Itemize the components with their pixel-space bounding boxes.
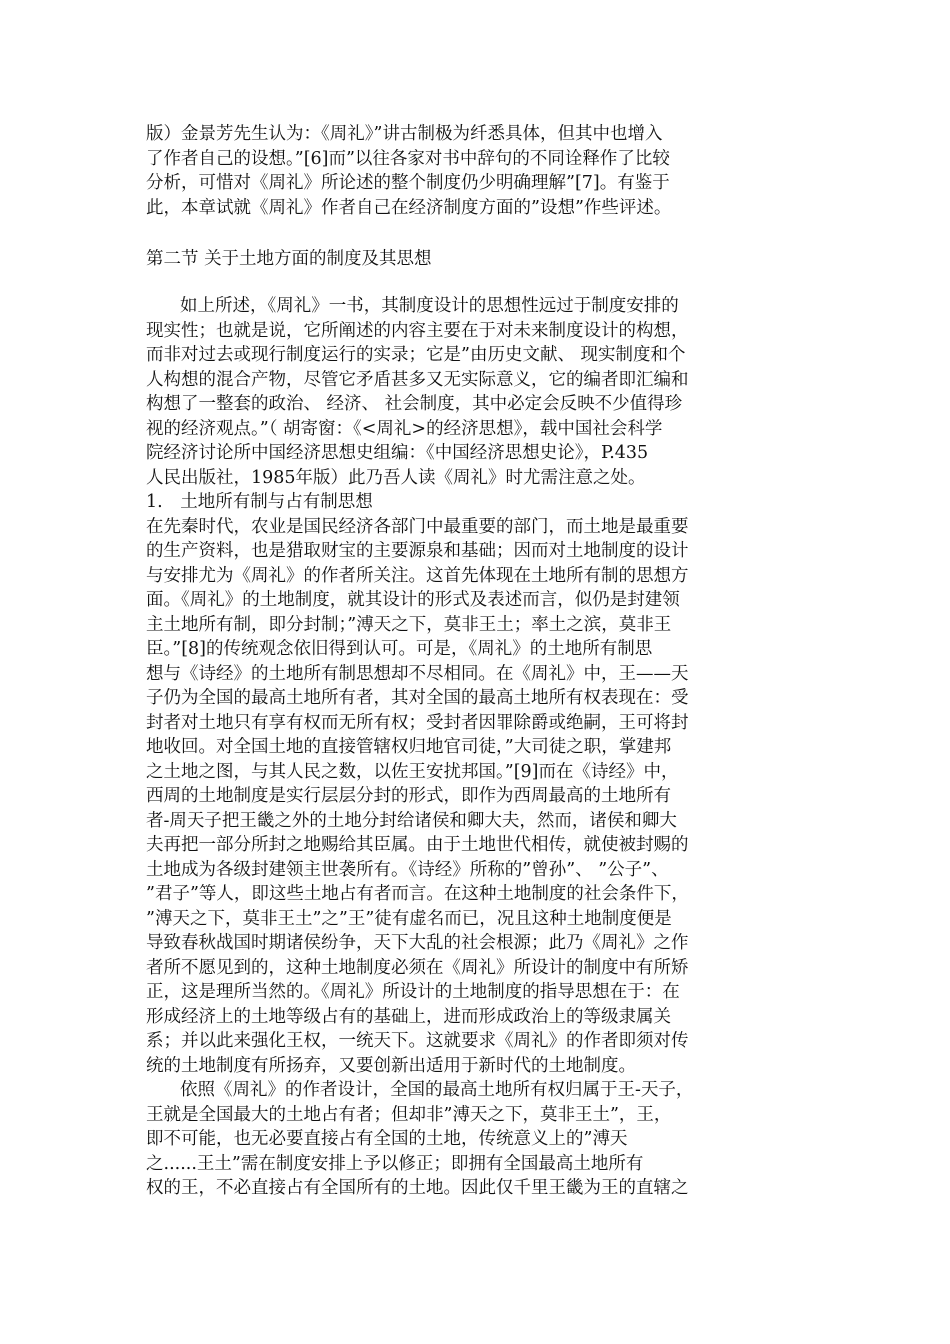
- text-line: 者-周天子把王畿之外的土地分封给诸侯和卿大夫，然而，诸侯和卿大: [146, 810, 677, 831]
- text-line: 地收回。对全国土地的直接管辖权归地官司徒，”大司徒之职，掌建邦: [146, 737, 672, 757]
- text-line: 王就是全国最大的土地占有者；但却非”溥天之下，莫非王土”，王，: [146, 1104, 672, 1125]
- text-line: 正，这是理所当然的。《周礼》所设计的土地制度的指导思想在于：在: [146, 982, 680, 1002]
- text-line: 想与《诗经》的土地所有制思想却不尽相同。在《周礼》中，王——天: [146, 663, 689, 684]
- text-line: 封者对土地只有享有权而无所有权；受封者因罪除爵或绝嗣，王可将封: [146, 712, 689, 733]
- text-line: 现实性；也就是说，它所阐述的内容主要在于对未来制度设计的构想，: [146, 320, 689, 341]
- text-line: 面。《周礼》的土地制度，就其设计的形式及表述而言，似仍是封建领: [146, 590, 680, 610]
- subsection-title: 1. 土地所有制与占有制思想: [146, 492, 373, 512]
- text-line: 形成经济上的土地等级占有的基础上，进而形成政治上的等级隶属关: [146, 1006, 671, 1027]
- text-line: 此，本章试就《周礼》作者自己在经济制度方面的”设想”作些评述。: [146, 197, 672, 218]
- text-line: 土地成为各级封建领主世袭所有。《诗经》所称的”曾孙”、 ”公子”、: [146, 859, 669, 880]
- text-line: 夫再把一部分所封之地赐给其臣属。由于土地世代相传，就使被封赐的: [146, 835, 689, 855]
- text-line: 即不可能，也无必要直接占有全国的土地，传统意义上的”溥天: [146, 1129, 628, 1149]
- paragraph-first-line: 依照《周礼》的作者设计，全国的最高土地所有权归属于王-天子，: [180, 1080, 694, 1100]
- text-line: 导致春秋战国时期诸侯纷争，天下大乱的社会根源；此乃《周礼》之作: [146, 933, 689, 953]
- text-line: 版）金景芳先生认为：《周礼》”讲古制极为纤悉具体，但其中也增入: [146, 124, 663, 144]
- text-line: 院经济讨论所中国经济思想史组编：《中国经济思想史论》，P.435: [146, 443, 649, 463]
- intro-paragraph: [146, 122, 806, 220]
- text-line: 西周的土地制度是实行层层分封的形式，即作为西周最高的土地所有: [146, 786, 671, 806]
- text-line: 系；并以此来强化王权，一统天下。这就要求《周礼》的作者即须对传: [146, 1031, 689, 1051]
- text-line: ”溥天之下，莫非王土”之”王”徒有虚名而已，况且这种土地制度便是: [146, 908, 672, 929]
- text-line: 的生产资料，也是猎取财宝的主要源泉和基础；因而对土地制度的设计: [146, 541, 689, 561]
- text-line: 之......王土”需在制度安排上予以修正；即拥有全国最高土地所有: [146, 1153, 644, 1174]
- body-text: [146, 294, 806, 1201]
- text-line: 在先秦时代，农业是国民经济各部门中最重要的部门，而土地是最重要: [146, 516, 689, 537]
- text-line: 统的土地制度有所扬弃，又要创新出适用于新时代的土地制度。: [146, 1055, 636, 1076]
- text-line: 之土地之图，与其人民之数，以佐王安扰邦国。”[9]而在《诗经》中，: [146, 761, 679, 782]
- section-heading: [146, 247, 806, 272]
- text-line: 权的王，不必直接占有全国所有的土地。因此仅千里王畿为王的直辖之: [146, 1178, 689, 1198]
- text-line: 人构想的混合产物，尽管它矛盾甚多又无实际意义，它的编者即汇编和: [146, 369, 689, 390]
- text-line: 分析，可惜对《周礼》所论述的整个制度仍少明确理解”[7]。有鉴于: [146, 173, 670, 193]
- text-line: 子仍为全国的最高土地所有者，其对全国的最高土地所有权表现在：受: [146, 688, 689, 708]
- text-line: 而非对过去或现行制度运行的实录；它是”由历史文献、 现实制度和个: [146, 345, 686, 365]
- text-line: 与安排尤为《周礼》的作者所关注。这首先体现在土地所有制的思想方: [146, 565, 689, 586]
- text-line: 者所不愿见到的，这种土地制度必须在《周礼》所设计的制度中有所矫: [146, 957, 689, 978]
- text-line: 视的经济观点。”（ 胡寄窗：《<周礼>的经济思想》，载中国社会科学: [146, 418, 663, 439]
- text-line: 了作者自己的设想。”[6]而”以往各家对书中辞句的不同诠释作了比较: [146, 148, 670, 169]
- text-line: 主土地所有制，即分封制；”溥天之下，莫非王土；率土之滨，莫非王: [146, 614, 672, 635]
- text-line: 人民出版社，1985年版）此乃吾人读《周礼》时尤需注意之处。: [146, 467, 646, 488]
- text-line: 臣。”[8]的传统观念依旧得到认可。可是，《周礼》的土地所有制思: [146, 639, 653, 659]
- paragraph-first-line: 如上所述，《周礼》一书，其制度设计的思想性远过于制度安排的: [180, 296, 679, 316]
- text-line: 构想了一整套的政治、 经济、 社会制度，其中必定会反映不少值得珍: [146, 394, 683, 414]
- section-title: 第二节 关于土地方面的制度及其思想: [146, 249, 432, 269]
- text-line: ”君子”等人，即这些土地占有者而言。在这种土地制度的社会条件下，: [146, 884, 689, 904]
